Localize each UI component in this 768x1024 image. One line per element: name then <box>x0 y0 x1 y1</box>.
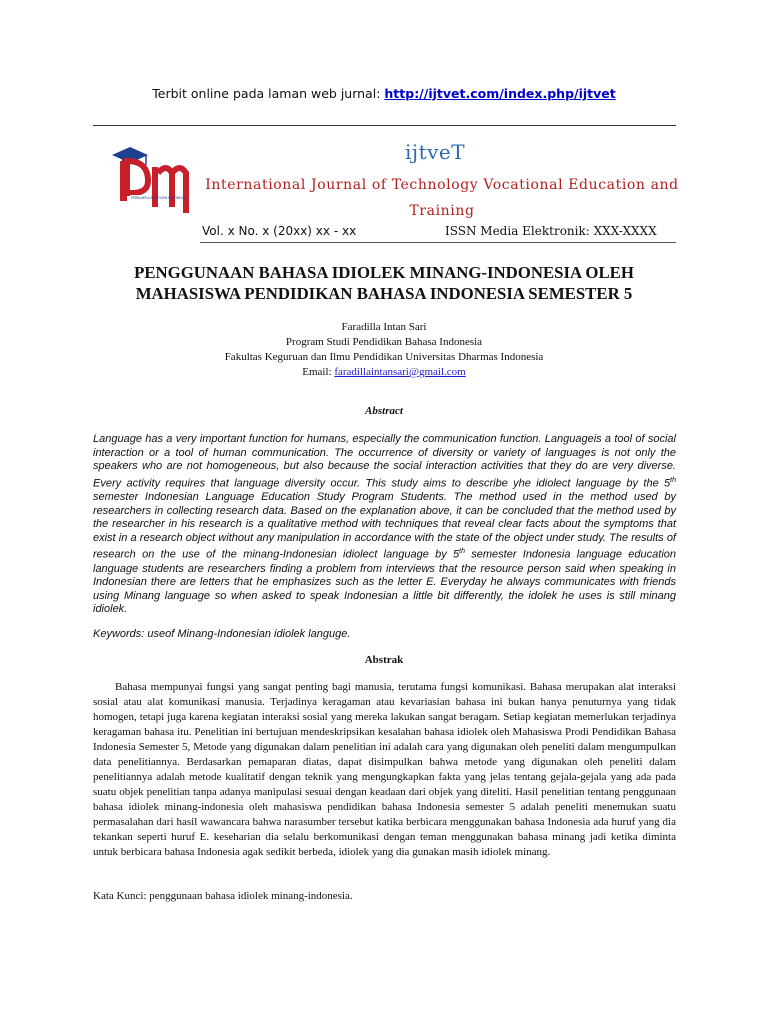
email-line <box>0 365 768 380</box>
abstract-en-text-2: semester Indonesian Language Education Study Program Students. The method used in the method used by researchers in collecting research data. Based on the explanation above, it can be concluded that the method used by the researcher in his research is a qualitative method with techniques that reveal clear facts about the symptoms that exist in a research object without any manipulation in accordance with the state of the object under study. The results of research on the use of the minang-Indonesian idiolect language by 5 <box>93 491 676 562</box>
issn-info: ISSN Media Elektronik: XXX-XXXX <box>445 224 657 238</box>
keywords-id: Kata Kunci: penggunaan bahasa idiolek minang-indonesia. <box>93 890 353 902</box>
abstract-en-sup-1: th <box>670 476 676 484</box>
journal-full-name: International Journal of Technology Vocational Education and Training <box>205 177 679 219</box>
volume-divider <box>200 242 676 243</box>
abstract-en-sup-2: th <box>459 548 465 556</box>
header-divider <box>93 125 676 126</box>
email-label: Email: <box>302 366 332 378</box>
abstract-en-heading: Abstract <box>365 405 403 417</box>
affiliation-program: Program Studi Pendidikan Bahasa Indonesia <box>285 336 483 348</box>
published-online-line <box>0 86 768 101</box>
abstract-en-body <box>93 433 676 617</box>
abstract-en-text-1: Language has a very important function for humans, especially the communication function. Languageis a tool of social interaction or a tool of human communication. The occurrence of diversity or variety of languages is not only the speakers who are not homogeneous, but also because the social interaction activities that they do are very diverse. Every activity requires that language diversity occur. This study aims to describe yhe idiolect language by the 5 <box>93 433 676 490</box>
abstract-id-heading: Abstrak <box>364 654 404 666</box>
abstract-id-body: Bahasa mempunyai fungsi yang sangat penting bagi manusia, terutama fungsi komunikasi. Bahasa merupakan alat interaksi sosial atau alat komunikasi manusia. Terjadinya keragaman atau kevariasian bahasa ini bukan hanya penuturnya yang tidak homogen, tetapi juga karena kegiatan interaksi sosial yang mereka lakukan sangat beragam. Setiap kegiatan memerlukan terjadinya keragaman bahasa itu. Penelitian ini bertujuan mendeskripsikan kesalahan bahasa idiolek oleh Mahasiswa Prodi Pendidikan Bahasa Indonesia Semester 5, Metode yang digunakan dalam penelitian ini adalah cara yang digunakan oleh peneliti dalam mengumpulkan data penelitiannya. Berdasarkan pemaparan diatas, dapat disimpulkan bahwa metode yang digunakan oleh peneliti dalam penelitiannya adalah metode kualitatif dengan teknik yang mengungkapkan fakta yang jelas tentang gejala-gejala yang ada pada suatu objek penelitian tanpa adanya manipulasi sesuai dengan keadaan dari objek yang diteliti. Hasil penelitian tentang penggunaan bahasa idiolek minang-indonesia oleh mahasiswa pendidikan bahasa Indonesia semester 5 adalah peneliti menemukan suatu permasalahan dari hasil wawancara bahwa narasumber tersebut katika berbicara menggunakan bahasa Indonesia ada huruf yang dia tekankan seperti huruf E. keseharian dia selalu berkomunikasi dengan teman menggunakan bahasa minang jadi ketika diminta untuk berbicara bahasa Indonesia agak sedikit berbeda, idiolek yang dia gunakan masih idiolek minang. <box>93 681 676 858</box>
abstract-en-text-3: semester Indonesia language education language students are researchers finding a problem from interviews that the resource person said when speaking in Indonesian there are letters that he emphasizes such as the letter E. Everyday he always communicates with friends using Minang language so when asked to speak Indonesian a little bit differently, the idolek he uses is still minang idiolek. <box>93 549 676 616</box>
affiliation-faculty: Fakultas Keguruan dan Ilmu Pendidikan Universitas Dharmas Indonesia <box>224 351 544 363</box>
email-link[interactable]: faradillaintansari@gmail.com <box>334 366 466 378</box>
author-block <box>0 320 768 380</box>
author-name: Faradilla Intan Sari <box>341 321 427 333</box>
pdm-logo <box>108 137 192 217</box>
keywords-en: Keywords: useof Minang-Indonesian idiolek languge. <box>93 628 351 640</box>
logo-text: PERKUMPULAN DOSEN INDONESIA <box>131 196 187 200</box>
journal-short-name: ijtveT <box>405 140 466 164</box>
volume-info: Vol. x No. x (20xx) xx - xx <box>202 224 357 238</box>
article-title: PENGGUNAAN BAHASA IDIOLEK MINANG-INDONESIA OLEH MAHASISWA PENDIDIKAN BAHASA INDONESIA SEMESTER 5 <box>134 263 634 303</box>
published-label: Terbit online pada laman web jurnal: <box>152 86 381 101</box>
journal-url-link[interactable]: http://ijtvet.com/index.php/ijtvet <box>384 86 616 101</box>
